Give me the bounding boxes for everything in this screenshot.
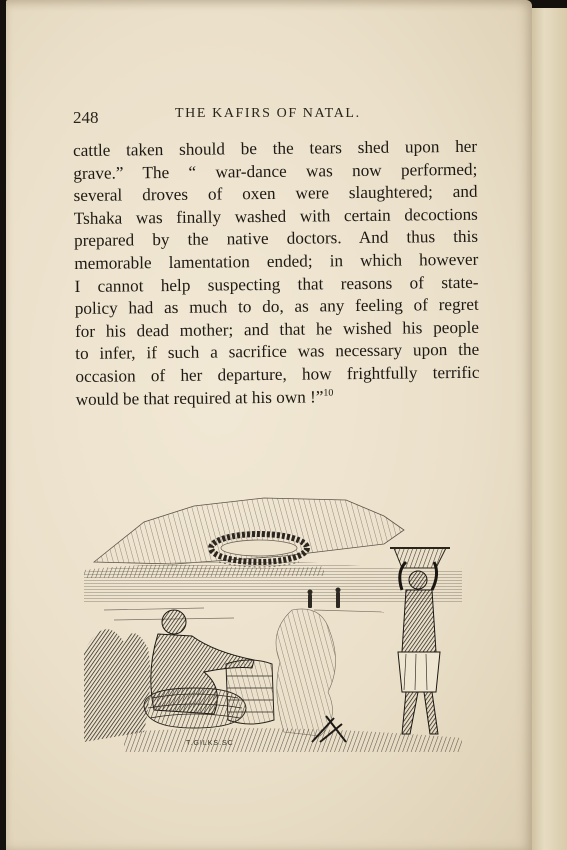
text-line-last — [76, 384, 480, 411]
body-text — [73, 136, 480, 411]
page-number: 248 — [73, 108, 99, 127]
text-line: grave.” The “ war-dance was now performed; — [73, 159, 478, 183]
text-line: to infer, if such a sacrifice was necessary upon the — [75, 340, 480, 364]
tall-basket — [226, 660, 274, 724]
page-header — [73, 104, 473, 128]
text-line: memorable lamentation ended; in which however — [74, 249, 479, 273]
foliage — [84, 629, 150, 742]
text-line: occasion of her departure, how frightfully terrific — [75, 362, 480, 386]
engraver-signature: T.GILKS.SC — [186, 740, 234, 747]
text-line: several droves of oxen were slaughtered; and — [73, 181, 478, 206]
text-line: Tshaka was finally washed with certain decoctions — [73, 204, 478, 228]
text-line: prepared by the native doctors. And thus this — [73, 227, 479, 251]
text-line: I cannot help suspecting that reasons of state- — [74, 272, 479, 296]
running-head: THE KAFIRS OF NATAL. — [175, 106, 361, 121]
text-line: cattle taken should be the tears shed upon her — [73, 136, 478, 160]
ground — [124, 728, 462, 752]
next-page-edge — [528, 8, 567, 850]
text-line: policy had as much to do, as any feeling of regret — [74, 294, 479, 319]
text-line: for his dead mother; and that he wished his people — [74, 317, 480, 341]
text-line-final: would be that required at his own !” — [75, 386, 324, 409]
footnote-marker: 10 — [323, 387, 334, 399]
engraving-illustration — [84, 492, 462, 752]
